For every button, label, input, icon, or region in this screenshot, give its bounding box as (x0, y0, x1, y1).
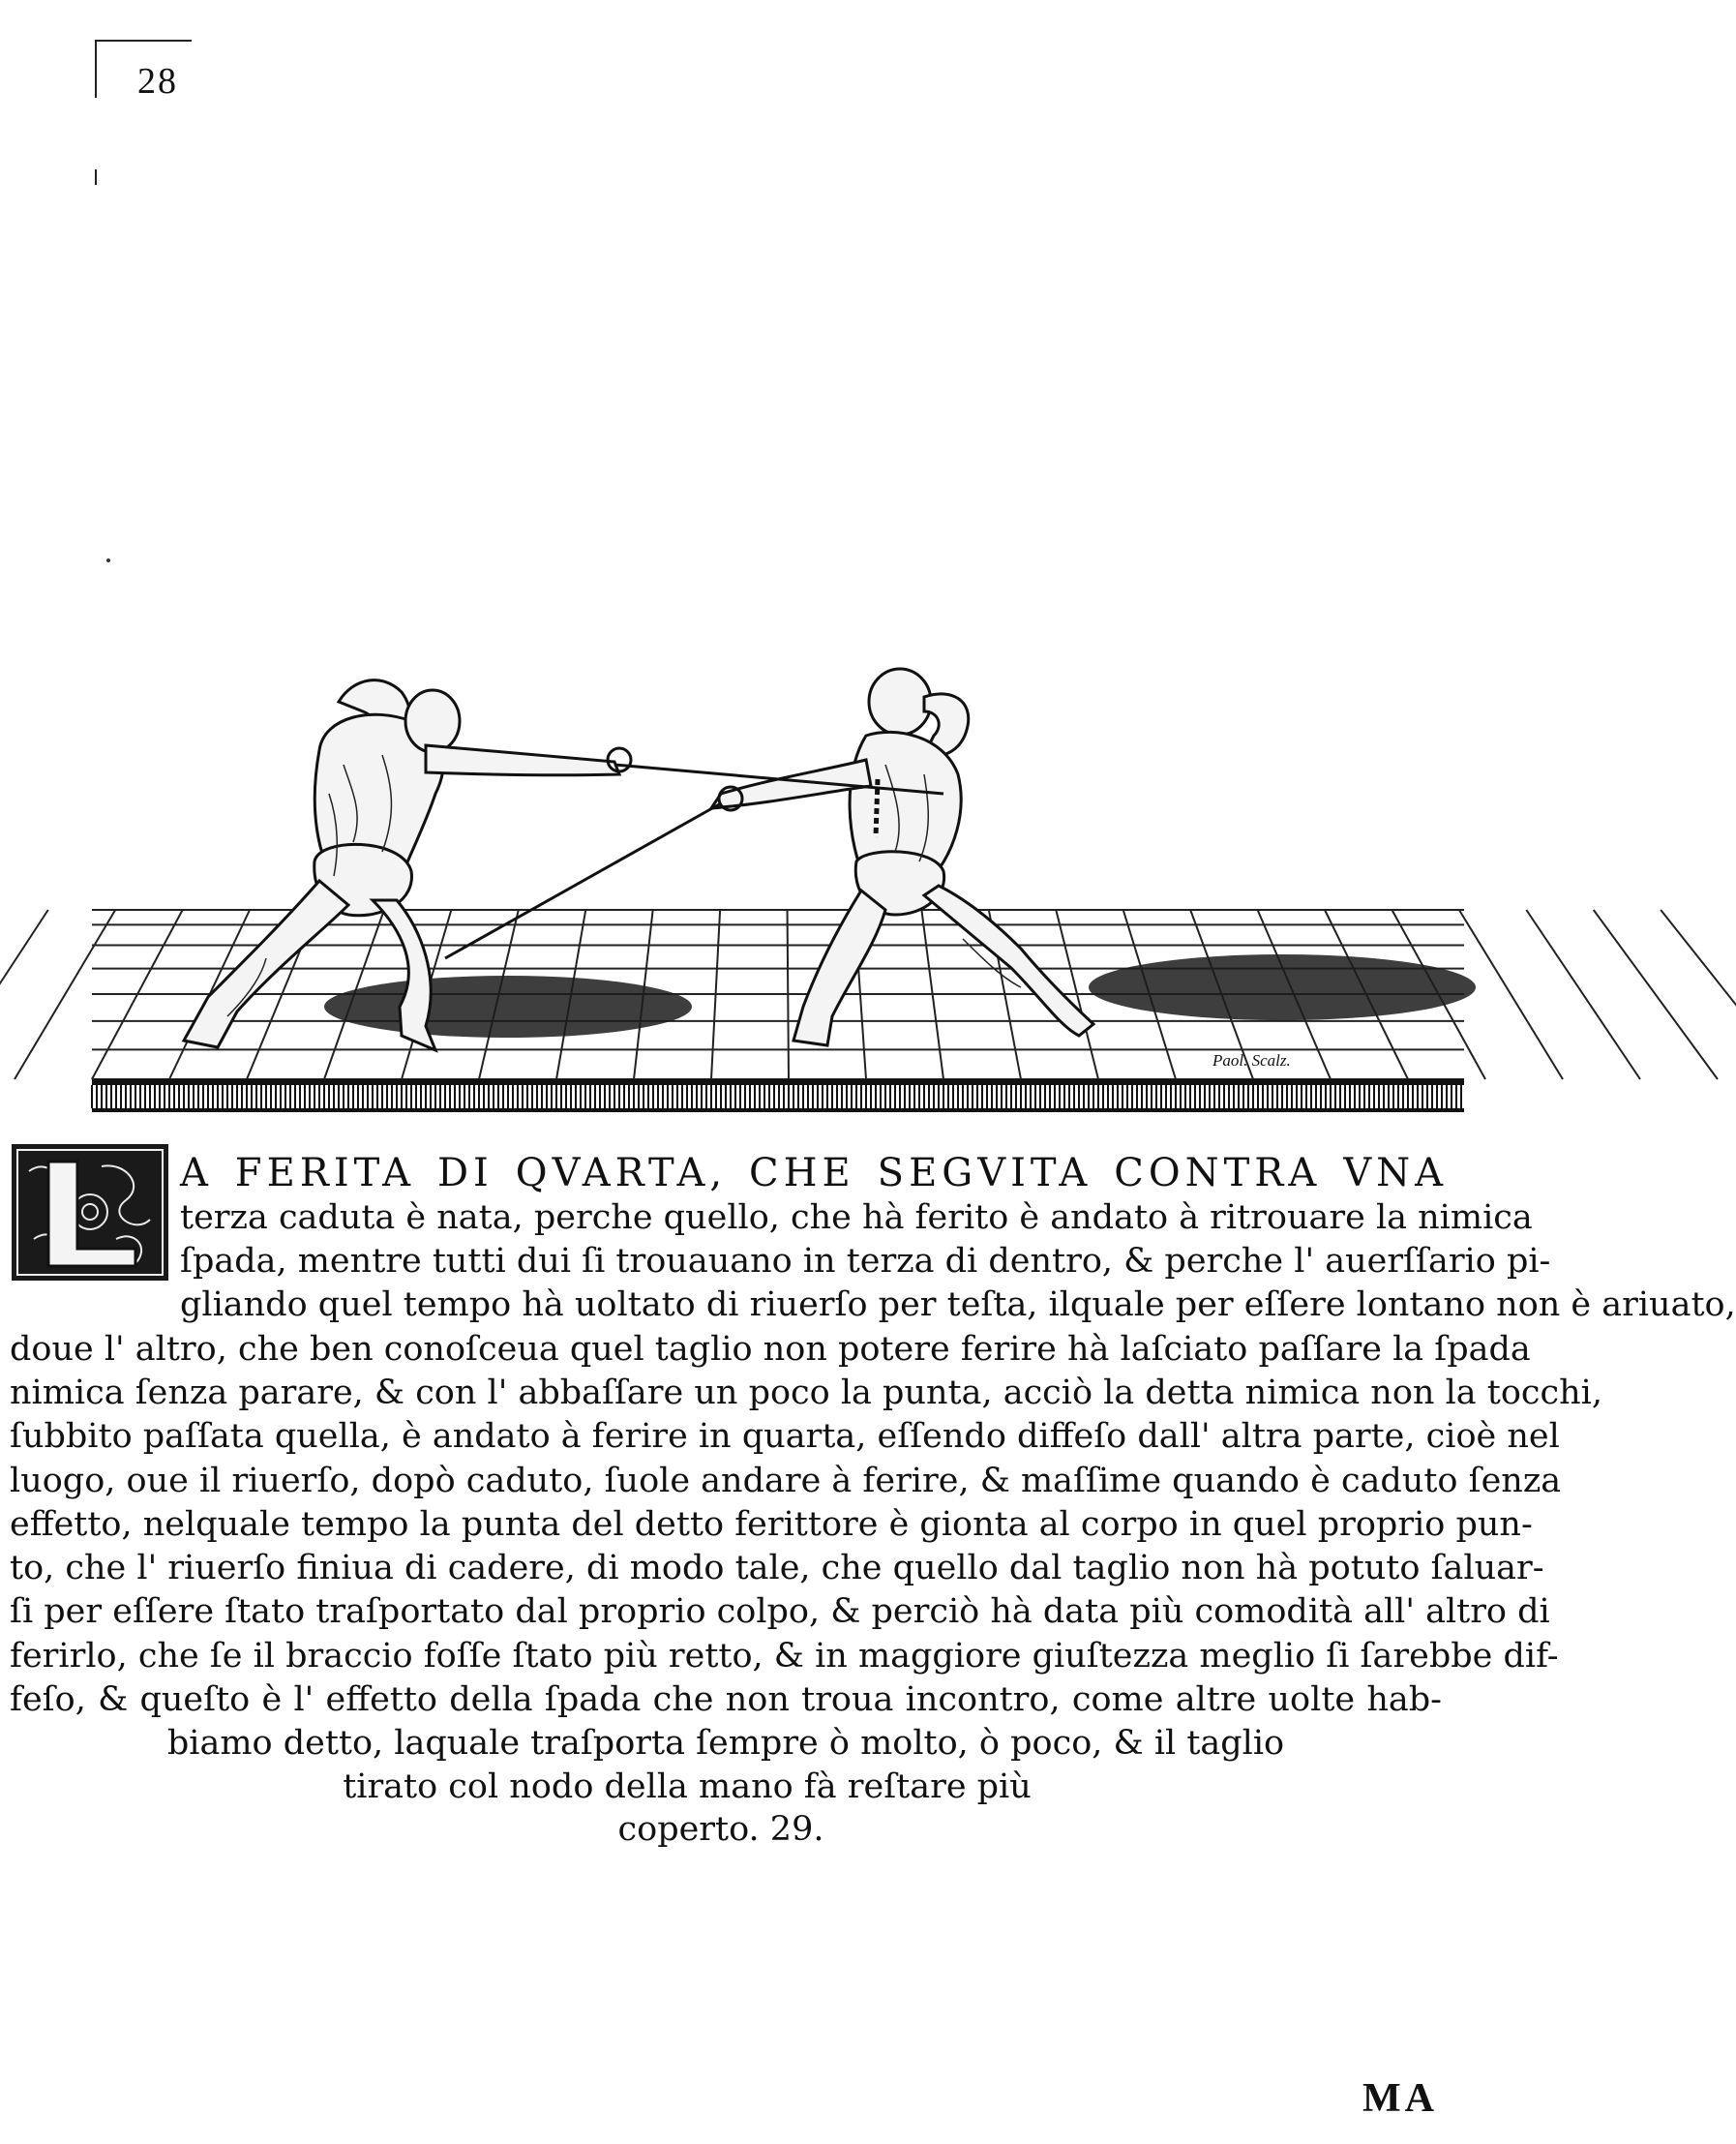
text-line: luogo, oue il riuerſo, dopò caduto, ſuole andare à ferire, & maſſime quando è caduto ſenza (10, 1462, 1562, 1500)
text-line: to, che l' riuerſo finiua di cadere, di modo tale, che quello dal taglio non hà potuto ſaluar- (10, 1549, 1544, 1587)
text-line: ſubbito paſſata quella, è andato à ferire in quarta, eſſendo diffeſo dall' altra parte, cioè nel (10, 1417, 1560, 1456)
text-line: tirato col nodo della mano fà reſtare più (343, 1767, 1032, 1806)
text-line: coperto. 29. (617, 1810, 824, 1849)
section-heading: A FERITA DI QVARTA, CHE SEGVITA CONTRA VNA (180, 1151, 1448, 1195)
text-line: effetto, nelquale tempo la punta del detto ferittore è gionta al corpo in quel proprio pun- (10, 1505, 1533, 1544)
catchword: MA (1362, 2076, 1438, 2121)
corner-rule (95, 40, 192, 42)
text-line: doue l' altro, che ben conoſceua quel taglio non potere ferire hà laſciato paſſare la ſpada (10, 1330, 1531, 1369)
text-line: nimica ſenza parare, & con l' abbaſſare un poco la punta, acciò la detta nimica non la tocchi, (10, 1374, 1602, 1412)
text-line: feſo, & queſto è l' effetto della ſpada che non troua incontro, come altre uolte hab- (10, 1680, 1442, 1719)
ink-speck (106, 559, 110, 562)
margin-tick (95, 169, 97, 185)
engraver-signature: Paol. Scalz. (1212, 1051, 1291, 1070)
right-fencer-figure (711, 669, 1093, 1045)
text-line: gliando quel tempo hà uoltato di riuerſo per teſta, ilquale per eſſere lontano non è ariuato, (180, 1285, 1736, 1324)
decorated-initial (10, 1142, 170, 1283)
corner-rule (95, 40, 97, 98)
page-number: 28 (137, 61, 178, 102)
text-line: ſi per eſſere ſtato traſportato dal proprio colpo, & perciò hà data più comodità all' altro di (10, 1592, 1550, 1631)
text-line: biamo detto, laquale traſporta ſempre ò molto, ò poco, & il taglio (166, 1724, 1285, 1763)
text-line: terza caduta è nata, perche quello, che hà ferito è andato à ritrouare la nimica (180, 1198, 1533, 1237)
text-line: ſpada, mentre tutti dui ſi trouauano in terza di dentro, & perche l' auerſſario pi- (180, 1242, 1551, 1281)
text-line: ferirlo, che ſe il braccio foſſe ſtato più retto, & in maggiore giuſtezza meglio ſi ſarebbe dif- (10, 1637, 1559, 1676)
